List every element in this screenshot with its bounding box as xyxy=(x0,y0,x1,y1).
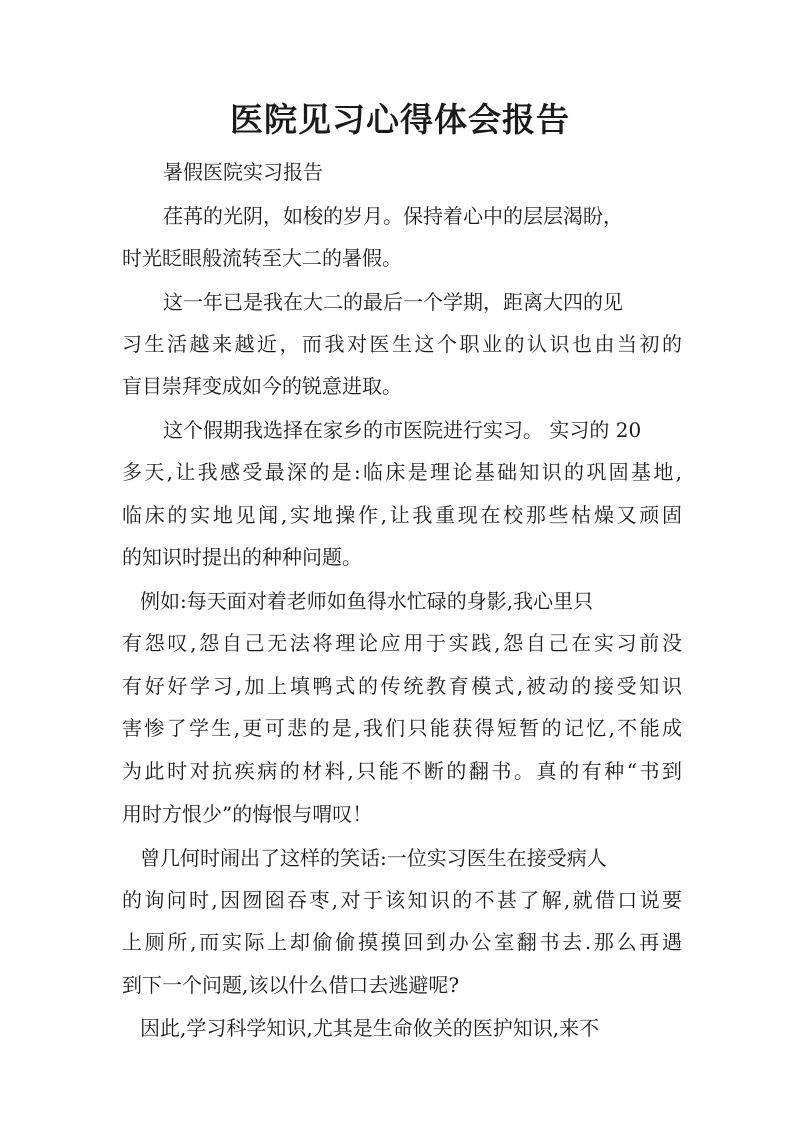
paragraph-line: 到下一个问题,该以什么借口去逃避呢? xyxy=(122,973,460,997)
paragraph-line: 临床的实地见闻,实地操作,让我重现在校那些枯燥又顽固 xyxy=(122,503,682,527)
paragraph-line: 荏苒的光阴，如梭的岁月。保持着心中的层层渴盼， xyxy=(163,204,623,228)
paragraph-line: 上厕所,而实际上却偷偷摸摸回到办公室翻书去.那么再遇 xyxy=(122,930,682,954)
paragraph-line: 为此时对抗疾病的材料,只能不断的翻书。真的有种“书到 xyxy=(122,759,682,783)
paragraph-line: 盲目崇拜变成如今的锐意进取。 xyxy=(122,374,402,398)
paragraph-line: 有好好学习,加上填鸭式的传统教育模式,被动的接受知识 xyxy=(122,674,682,698)
paragraph-line: 这一年已是我在大二的最后一个学期，距离大四的见 xyxy=(163,290,623,314)
paragraph-line: 这个假期我选择在家乡的市医院进行实习。 实习的 20 xyxy=(163,418,642,442)
paragraph-line: 例如:每天面对着老师如鱼得水忙碌的身影,我心里只 xyxy=(140,589,594,613)
paragraph-line: 多天,让我感受最深的是:临床是理论基础知识的巩固基地, xyxy=(122,460,682,484)
paragraph-line: 时光眨眼般流转至大二的暑假。 xyxy=(122,246,402,270)
paragraph-line: 因此,学习科学知识,尤其是生命攸关的医护知识,来不 xyxy=(140,1016,600,1040)
paragraph-line: 害惨了学生,更可悲的是,我们只能获得短暂的记忆,不能成 xyxy=(122,716,682,740)
document-title: 医院见习心得体会报告 xyxy=(230,100,570,139)
paragraph-line: 有怨叹,怨自己无法将理论应用于实践,怨自己在实习前没 xyxy=(122,631,682,655)
paragraph-line: 的知识时提出的种种问题。 xyxy=(122,545,362,569)
paragraph-line: 曾几何时闹出了这样的笑话:一位实习医生在接受病人 xyxy=(140,846,607,870)
subtitle-line: 暑假医院实习报告 xyxy=(163,160,323,184)
paragraph-line: 用时方恨少”的悔恨与喟叹！ xyxy=(122,802,373,826)
paragraph-line: 的询问时,因囫囵吞枣,对于该知识的不甚了解,就借口说要 xyxy=(122,888,682,912)
paragraph-line: 习生活越来越近，而我对医生这个职业的认识也由当初的 xyxy=(122,332,682,356)
